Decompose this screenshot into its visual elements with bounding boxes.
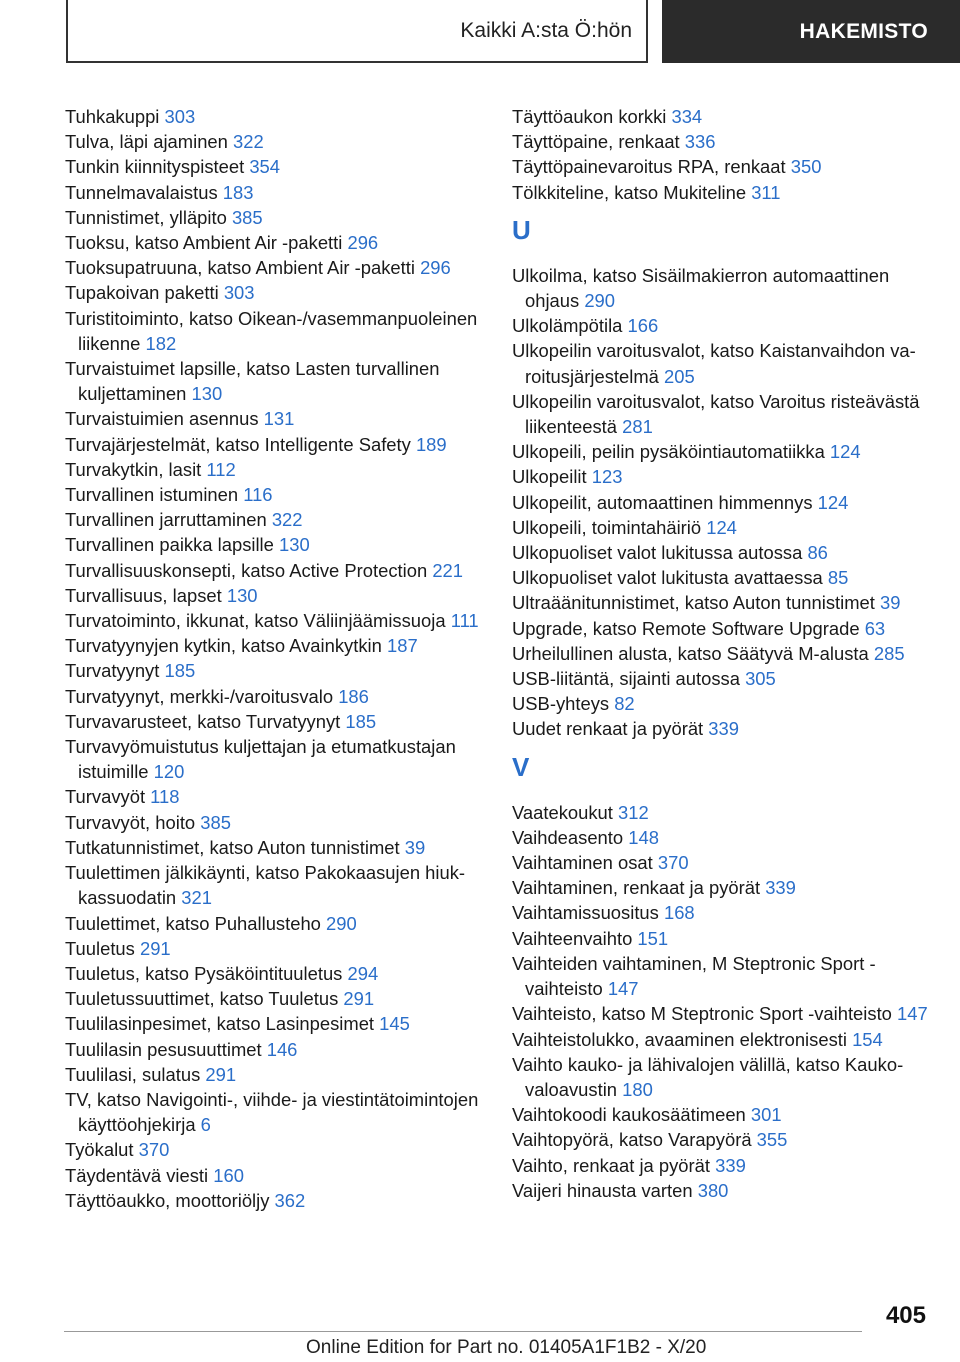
index-entry-text: Turvakytkin, lasit: [65, 458, 207, 480]
page-reference-link[interactable]: 291: [343, 988, 375, 1010]
index-entry-text: Vaihtaminen osat: [512, 852, 658, 874]
index-entry-text: Urheilullinen alusta, katso Säätyvä M-alusta: [512, 642, 874, 664]
index-entry: [512, 389, 932, 439]
index-entry: [512, 951, 932, 1001]
index-entry: [65, 507, 485, 532]
page-reference-link[interactable]: 370: [138, 1139, 170, 1161]
edition-footer: Online Edition for Part no. 01405A1F1B2 - X/20: [306, 1337, 707, 1358]
index-entry-text: Ulkopuoliset valot lukitusta avattaessa: [512, 567, 828, 589]
page-reference-link[interactable]: 303: [223, 282, 255, 304]
index-entry: [65, 1062, 485, 1087]
page-reference-link[interactable]: 336: [684, 131, 716, 153]
index-entry: [512, 875, 932, 900]
index-entry-text: Vaihtokoodi kaukosäätimeen: [512, 1104, 751, 1126]
page-reference-link[interactable]: 124: [817, 491, 849, 513]
index-entry: [65, 608, 485, 633]
index-column-left: [65, 104, 485, 1213]
page-reference-link[interactable]: 160: [213, 1164, 244, 1186]
index-entry-text: Vaihtamissuositus: [512, 902, 664, 924]
index-entry-text: Vaatekoukut: [512, 801, 618, 823]
index-entry-text: Tuuletus: [65, 937, 140, 959]
index-entry: [65, 104, 485, 129]
index-entry: [65, 936, 485, 961]
page-reference-link[interactable]: 322: [233, 131, 264, 153]
page-reference-link[interactable]: 130: [191, 383, 223, 405]
index-entry: [65, 432, 485, 457]
index-entry-text: Turistitoiminto, katso Oikean-/vasemmanpuoleinen liikenne: [65, 307, 478, 354]
index-entry-text: Tuhkakuppi: [65, 106, 165, 127]
page-reference-link[interactable]: 130: [278, 534, 310, 556]
index-letter-v: V: [512, 751, 530, 782]
index-entry: [65, 986, 485, 1011]
index-entry: [512, 104, 932, 129]
index-entry-text: Vaihteenvaihto: [512, 927, 638, 949]
index-entry-text: Vaihteistolukko, avaaminen elektronisesti: [512, 1028, 853, 1050]
index-entry: [512, 1052, 932, 1102]
index-entry: [65, 154, 485, 179]
page-reference-link[interactable]: 39: [880, 592, 901, 614]
index-entry: [512, 825, 932, 850]
index-entry: [65, 633, 485, 658]
index-entry-text: Tutkatunnistimet, katso Auton tunnistimet: [65, 836, 405, 858]
index-entry-text: Uudet renkaat ja pyörät: [512, 718, 709, 740]
index-entry: [65, 230, 485, 255]
index-column-right: [512, 104, 932, 1203]
index-entry: [65, 734, 485, 784]
page-reference-link[interactable]: 39: [404, 836, 426, 858]
index-entry: [65, 205, 485, 230]
page-reference-link[interactable]: 130: [226, 584, 258, 606]
index-entry: [65, 406, 485, 431]
index-entry-text: Tuoksupatruuna, katso Ambient Air -paketti: [65, 257, 421, 279]
index-entry-text: Tuulilasinpesimet, katso Lasinpesimet: [65, 1013, 380, 1035]
index-entry-text: Turvatoiminto, ikkunat, katso Väliinjäämissuoja: [65, 610, 451, 632]
index-group-t-continued: [512, 104, 932, 205]
index-entry-text: Työkalut: [65, 1139, 139, 1161]
index-entry: [65, 684, 485, 709]
index-entry: [512, 800, 932, 825]
index-entry: [65, 1087, 485, 1137]
index-entry-text: Turvallinen paikka lapsille: [65, 534, 279, 556]
footer-divider: [64, 1331, 862, 1332]
index-entry-text: Tuulilasin pesusuuttimet: [65, 1038, 267, 1060]
page-reference-link[interactable]: 189: [415, 433, 447, 455]
index-entry-text: Tulva, läpi ajaminen: [65, 131, 233, 153]
index-entry: [65, 810, 485, 835]
page-reference-link[interactable]: 6: [200, 1114, 211, 1136]
index-entry: [65, 280, 485, 305]
page-reference-link[interactable]: 185: [345, 710, 377, 732]
index-entry-text: Turvavyöt, hoito: [65, 811, 201, 833]
index-entry: [65, 129, 485, 154]
index-entry: [512, 180, 932, 205]
index-entry-text: Tuulettimet, katso Puhallusteho: [65, 912, 327, 934]
index-entry-text: TV, katso Navigointi-, viihde- ja viestintätoimintojen käyttöohjekirja: [65, 1088, 479, 1136]
page-reference-link[interactable]: 290: [326, 912, 357, 934]
index-entry-text: Ulkopeili, peilin pysäköintiautomatiikka: [512, 441, 830, 463]
page-reference-link[interactable]: 111: [450, 610, 479, 632]
index-entry: [512, 1102, 932, 1127]
page-reference-link[interactable]: 339: [765, 877, 796, 899]
index-entry-text: Turvaistuimien asennus: [65, 408, 264, 430]
index-entry: [65, 306, 485, 356]
page-reference-link[interactable]: 146: [266, 1038, 298, 1060]
index-tab[interactable]: HAKEMISTO: [662, 0, 960, 63]
page-reference-link[interactable]: 116: [243, 484, 273, 506]
page-reference-link[interactable]: 85: [827, 567, 849, 589]
index-entry: [512, 464, 932, 489]
index-entry-text: Turvavyömuistutus kuljettajan ja etumatkustajan istuimille: [65, 736, 456, 783]
index-entry: [512, 313, 932, 338]
index-entry: [512, 926, 932, 951]
index-entry: [512, 716, 932, 741]
page-reference-link[interactable]: 120: [153, 761, 185, 783]
index-entry-text: Vaihdeasento: [512, 826, 629, 848]
index-entry-text: Turvavarusteet, katso Turvatyynyt: [65, 710, 346, 732]
index-entry-text: Upgrade, katso Remote Software Upgrade: [512, 617, 865, 639]
page-reference-link[interactable]: 380: [697, 1179, 729, 1201]
index-entry-text: Turvallisuuskonsepti, katso Active Protection: [65, 559, 433, 581]
index-entry: [512, 439, 932, 464]
index-entry-text: USB-yhteys: [512, 693, 615, 715]
index-entry-text: Täyttöaukon korkki: [512, 106, 672, 127]
index-entry-text: Tupakoivan paketti: [65, 282, 224, 304]
index-entry: [65, 532, 485, 557]
index-entry: [65, 1011, 485, 1036]
index-entry: [512, 263, 932, 313]
index-letter-u: U: [512, 214, 531, 245]
page-reference-link[interactable]: 131: [263, 408, 295, 430]
index-entry: [65, 709, 485, 734]
index-entry: [65, 482, 485, 507]
index-entry: [512, 1178, 932, 1203]
index-entry-text: Turvatyynyt, merkki-/varoitusvalo: [65, 685, 339, 707]
index-entry: [65, 784, 485, 809]
index-entry-text: Vaihteiden vaihtaminen, M Steptronic Sport -vaihteisto: [512, 952, 876, 1000]
index-entry-text: Ulkopuoliset valot lukitussa autossa: [512, 542, 808, 564]
page-reference-link[interactable]: 183: [222, 181, 254, 203]
index-entry: [512, 1001, 932, 1026]
index-entry: [512, 1153, 932, 1178]
index-entry-text: Tuoksu, katso Ambient Air -paketti: [65, 232, 348, 254]
index-group-v: [512, 800, 932, 1203]
page-reference-link[interactable]: 123: [591, 466, 623, 488]
index-entry-text: Ulkopeilin varoitusvalot, katso Kaistanvaihdon varoitusjärjestelmä: [512, 340, 916, 387]
index-entry-text: Ulkopeilit, automaattinen himmennys: [512, 491, 818, 513]
page-reference-link[interactable]: 186: [338, 685, 369, 707]
index-entry: [512, 154, 932, 179]
index-entry-text: Ulkopeilin varoitusvalot, katso Varoitus risteävästä liikenteestä: [512, 390, 920, 438]
index-entry-text: Ulkolämpötila: [512, 315, 628, 337]
index-entry-text: Täyttöaukko, moottoriöljy: [65, 1189, 275, 1211]
index-entry: [512, 1027, 932, 1052]
index-entry: [512, 691, 932, 716]
index-entry-text: Ulkopeili, toimintahäiriö: [512, 516, 707, 538]
page-reference-link[interactable]: 63: [864, 617, 886, 639]
index-entry-text: Turvajärjestelmät, katso Intelligente Safety: [65, 433, 416, 455]
index-entry: [65, 835, 485, 860]
page-reference-link[interactable]: 312: [618, 801, 649, 823]
index-entry-text: Tunnistimet, ylläpito: [65, 206, 232, 228]
page-reference-link[interactable]: 187: [386, 635, 418, 657]
index-entry: [65, 1037, 485, 1062]
index-entry-text: Tuulilasi, sulatus: [65, 1063, 206, 1085]
page-reference-link[interactable]: 291: [139, 937, 171, 959]
index-entry-text: Tuuletus, katso Pysäköintituuletus: [65, 962, 348, 984]
page-reference-link[interactable]: 339: [715, 1154, 746, 1176]
index-entry: [65, 1137, 485, 1162]
page-reference-link[interactable]: 168: [663, 902, 695, 924]
index-entry-text: Täydentävä viesti: [65, 1164, 214, 1186]
index-entry: [512, 590, 932, 615]
page-reference-link[interactable]: 82: [614, 693, 635, 715]
index-entry-text: Vaijeri hinausta varten: [512, 1179, 698, 1201]
index-entry: [65, 961, 485, 986]
page-reference-link[interactable]: 145: [379, 1013, 410, 1035]
index-entry: [512, 540, 932, 565]
index-entry-text: Tölkkiteline, katso Mukiteline: [512, 181, 752, 203]
index-entry: [512, 850, 932, 875]
index-entry-text: Turvallisuus, lapset: [65, 584, 227, 606]
page-reference-link[interactable]: 180: [622, 1078, 653, 1100]
page-reference-link[interactable]: 124: [829, 441, 861, 463]
index-entry-text: Vaihtopyörä, katso Varapyörä: [512, 1129, 757, 1151]
page-reference-link[interactable]: 118: [150, 786, 180, 808]
section-title: Kaikki A:sta Ö:hön: [66, 0, 648, 63]
index-entry-text: Vaihto kauko- ja lähivalojen välillä, katso Kaukovaloavustin: [512, 1053, 904, 1100]
index-entry: [65, 457, 485, 482]
page-reference-link[interactable]: 301: [750, 1104, 782, 1126]
index-entry: [65, 583, 485, 608]
page-reference-link[interactable]: 285: [873, 642, 905, 664]
page-reference-link[interactable]: 124: [706, 516, 737, 538]
index-entry: [512, 900, 932, 925]
index-entry-text: Ulkopeilit: [512, 466, 592, 488]
index-entry: [512, 129, 932, 154]
index-entry-text: Turvaistuimet lapsille, katso Lasten turvallinen kuljettaminen: [65, 358, 440, 405]
page-reference-link[interactable]: 281: [622, 416, 653, 438]
index-entry-text: Tunnelmavalaistus: [65, 181, 223, 203]
index-entry: [512, 666, 932, 691]
page-reference-link[interactable]: 322: [271, 509, 303, 531]
index-entry: [65, 255, 485, 280]
page-header: [0, 0, 960, 66]
page-reference-link[interactable]: 112: [206, 458, 236, 480]
page-reference-link[interactable]: 86: [807, 542, 828, 564]
index-entry-text: Vaihteisto, katso M Steptronic Sport -vaihteisto: [512, 1003, 898, 1025]
page-reference-link[interactable]: 355: [756, 1129, 788, 1151]
page-reference-link[interactable]: 385: [200, 811, 231, 833]
page-reference-link[interactable]: 182: [145, 332, 177, 354]
index-entry: [65, 356, 485, 406]
index-entry: [512, 616, 932, 641]
page-reference-link[interactable]: 291: [205, 1063, 237, 1085]
index-entry: [65, 1163, 485, 1188]
page-reference-link[interactable]: 385: [231, 206, 263, 228]
index-entry: [65, 558, 485, 583]
page-reference-link[interactable]: 339: [708, 718, 739, 740]
index-entry-text: Ulkoilma, katso Sisäilmakierron automaattinen ohjaus: [512, 264, 890, 312]
index-entry-text: USB-liitäntä, sijainti autossa: [512, 668, 746, 690]
page-reference-link[interactable]: 205: [664, 365, 695, 387]
page-reference-link[interactable]: 334: [671, 106, 703, 127]
page-reference-link[interactable]: 154: [852, 1028, 883, 1050]
index-entry: [65, 180, 485, 205]
page-reference-link[interactable]: 321: [181, 887, 212, 909]
index-entry: [65, 658, 485, 683]
index-entry-text: Tunkin kiinnityspisteet: [65, 156, 250, 178]
page-reference-link[interactable]: 305: [745, 668, 776, 690]
page-reference-link[interactable]: 350: [790, 156, 822, 178]
index-entry-text: Tuulettimen jälkikäynti, katso Pakokaasujen hiukkassuodatin: [65, 862, 466, 909]
index-entry-text: Tuuletussuuttimet, katso Tuuletus: [65, 988, 344, 1010]
page-reference-link[interactable]: 294: [347, 962, 379, 984]
index-entry: [512, 490, 932, 515]
page-reference-link[interactable]: 296: [347, 232, 379, 254]
page-reference-link[interactable]: 147: [897, 1003, 928, 1025]
page-reference-link[interactable]: 166: [627, 315, 659, 337]
index-entry: [65, 1188, 485, 1213]
index-entry: [512, 515, 932, 540]
index-group-u: [512, 263, 932, 742]
index-entry-text: Turvavyöt: [65, 786, 151, 808]
page-reference-link[interactable]: 151: [637, 927, 669, 949]
index-entry-text: Ultraäänitunnistimet, katso Auton tunnistimet: [512, 592, 881, 614]
index-entry: [512, 565, 932, 590]
index-entry-text: Täyttöpainevaroitus RPA, renkaat: [512, 156, 791, 178]
index-entry-text: Turvatyynyjen kytkin, katso Avainkytkin: [65, 635, 387, 657]
page-reference-link[interactable]: 185: [164, 660, 196, 682]
index-entry: [512, 1127, 932, 1152]
index-entry-text: Turvallinen istuminen: [65, 484, 244, 506]
index-entry-text: Turvallinen jarruttaminen: [65, 509, 272, 531]
index-entry-text: Täyttöpaine, renkaat: [512, 131, 685, 153]
index-entry: [65, 911, 485, 936]
page-reference-link[interactable]: 303: [164, 106, 196, 127]
index-entry: [512, 338, 932, 388]
index-entry-text: Turvatyynyt: [65, 660, 165, 682]
page-reference-link[interactable]: 290: [584, 290, 615, 312]
page-reference-link[interactable]: 221: [432, 559, 463, 581]
page-reference-link[interactable]: 147: [607, 978, 639, 1000]
page-reference-link[interactable]: 354: [249, 156, 281, 178]
index-entry-text: Vaihtaminen, renkaat ja pyörät: [512, 877, 766, 899]
page-reference-link[interactable]: 362: [274, 1189, 306, 1211]
page-reference-link[interactable]: 311: [751, 181, 781, 203]
index-entry: [65, 860, 485, 910]
page-reference-link[interactable]: 148: [628, 826, 659, 848]
index-entry-text: Vaihto, renkaat ja pyörät: [512, 1154, 716, 1176]
page-reference-link[interactable]: 370: [657, 852, 689, 874]
page-reference-link[interactable]: 296: [420, 257, 451, 279]
index-entry: [512, 641, 932, 666]
page-number: 405: [885, 1302, 926, 1329]
